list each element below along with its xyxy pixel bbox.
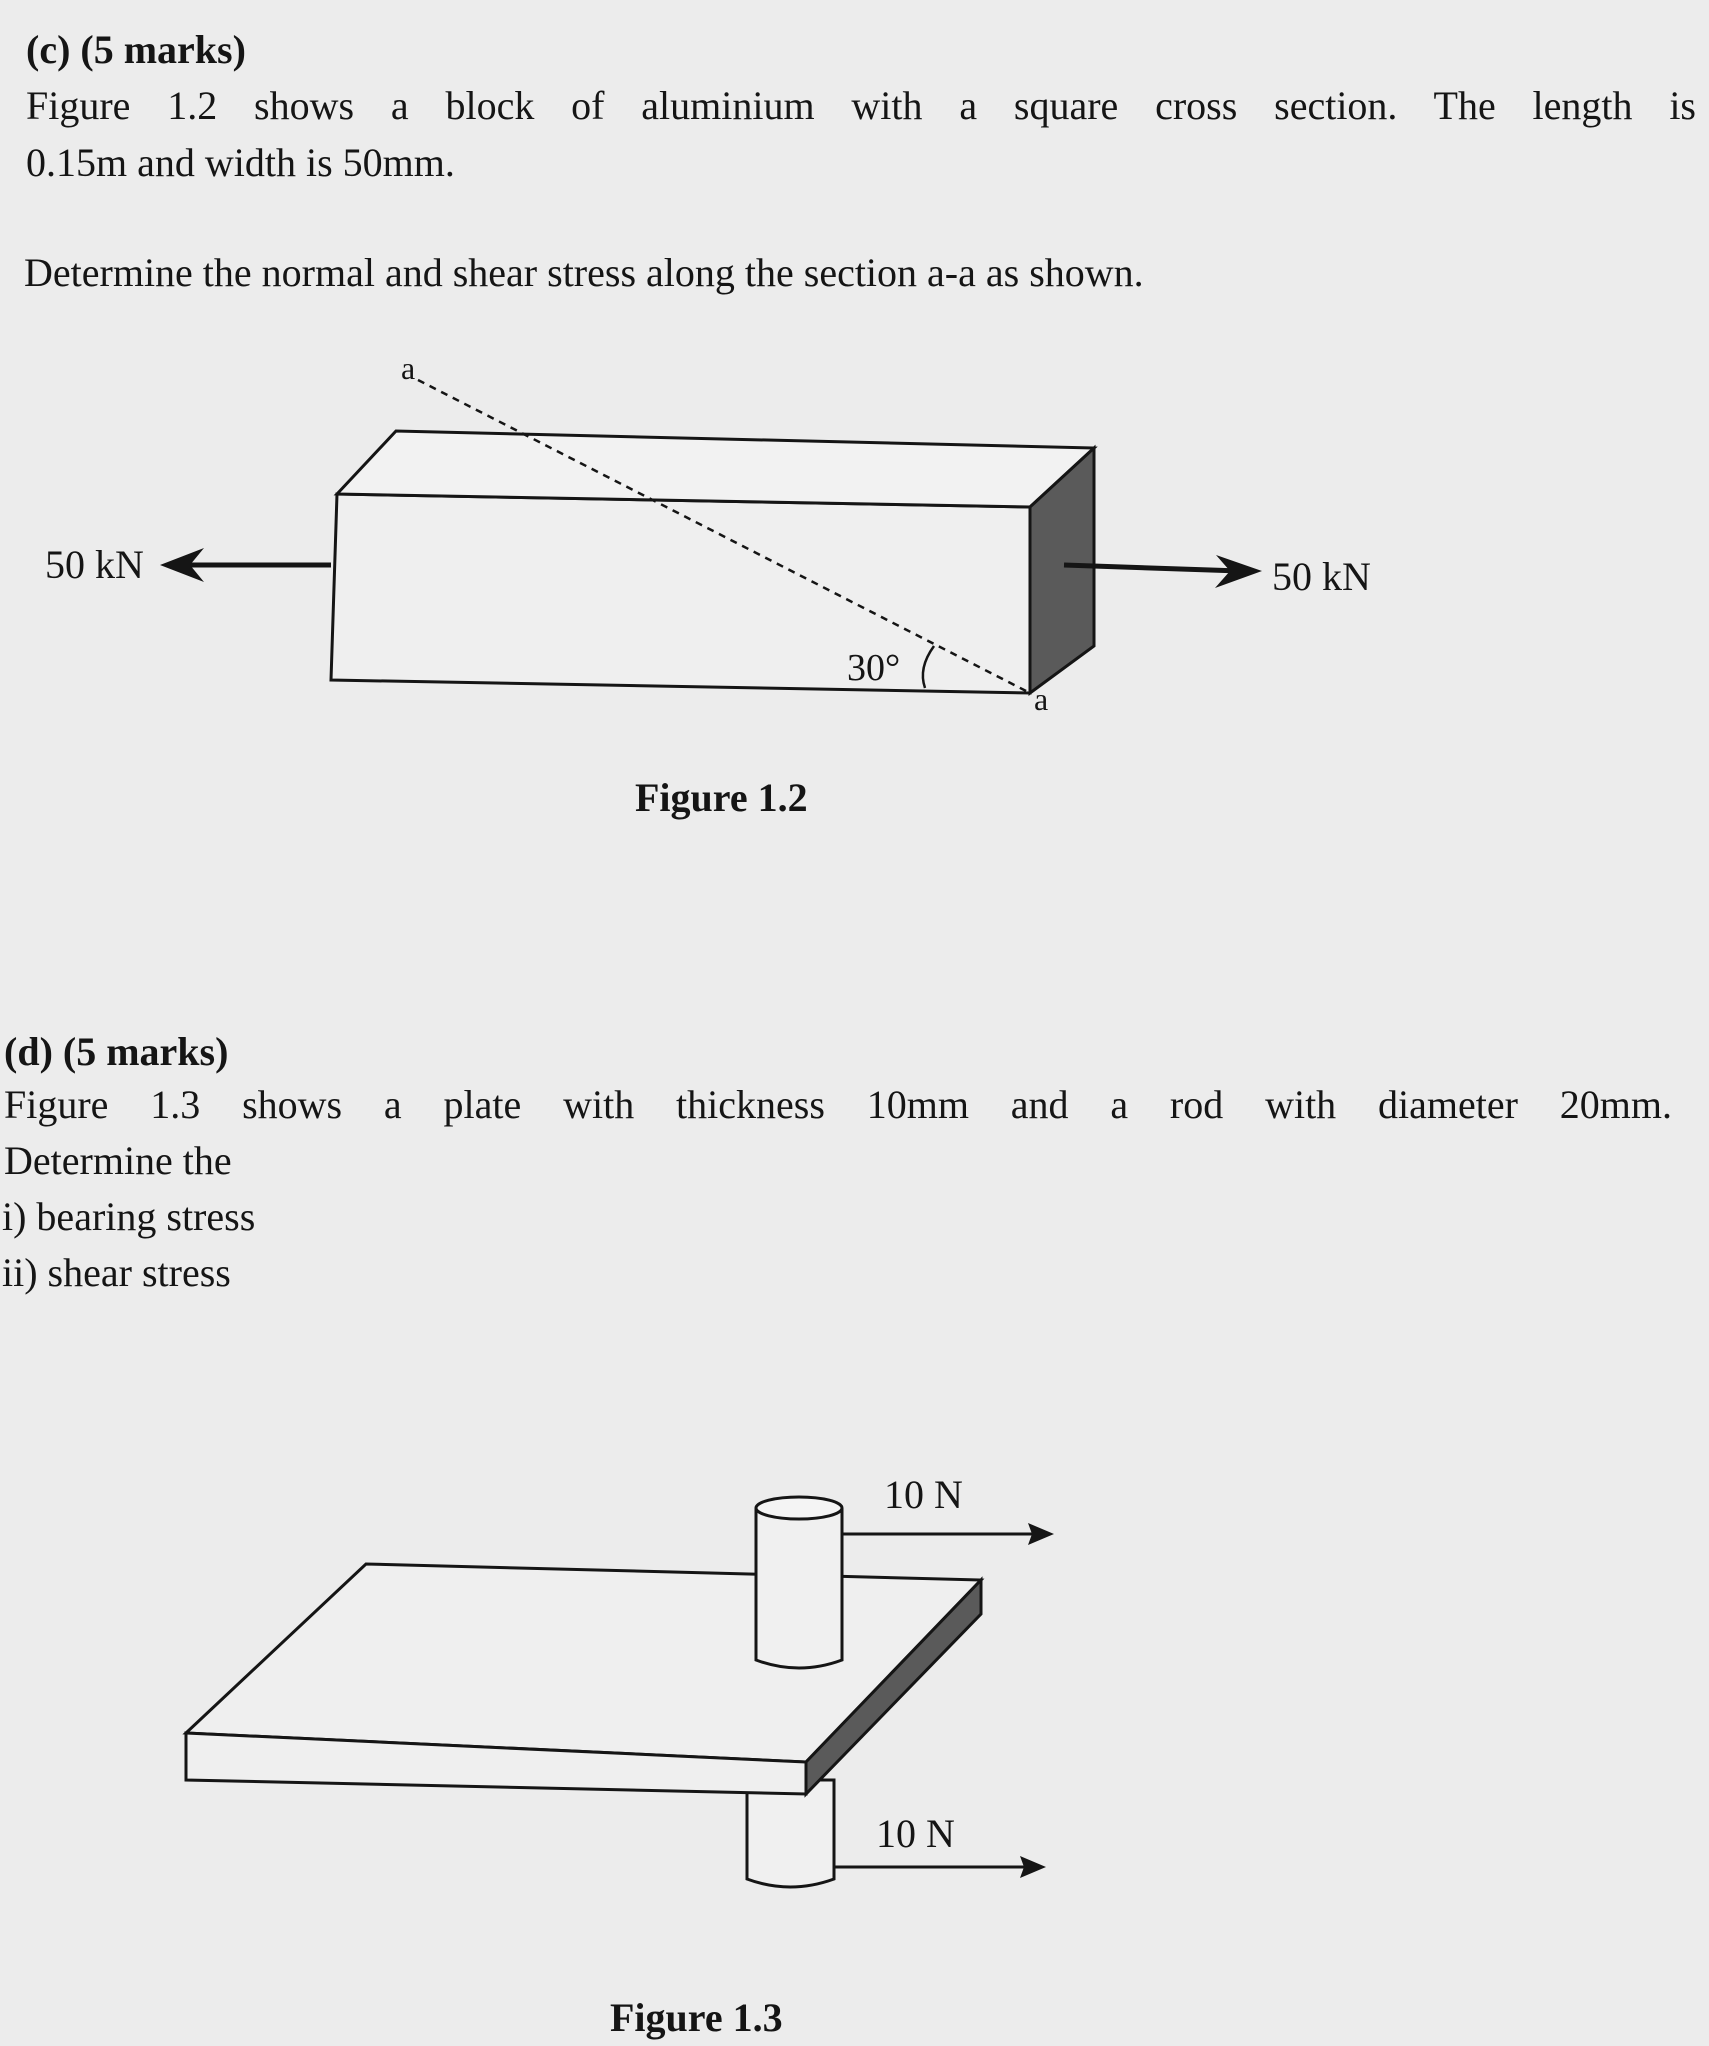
part-d-item-1: i) bearing stress: [2, 1194, 256, 1239]
force-right-label: 50 kN: [1272, 554, 1371, 599]
part-d-heading: (d) (5 marks): [4, 1029, 229, 1074]
force-left-label: 50 kN: [45, 542, 144, 587]
force-bottom-label: 10 N: [876, 1811, 955, 1856]
part-c-line-2: 0.15m and width is 50mm.: [26, 140, 455, 185]
part-d-line-1: Figure 1.3 shows a plate with thickness 10mm and a rod with diameter 20mm.: [4, 1082, 1672, 1127]
angle-label: 30°: [847, 647, 901, 689]
part-c-heading: (c) (5 marks): [26, 27, 246, 72]
part-c-line-1: Figure 1.2 shows a block of aluminium with a square cross section. The length is: [26, 83, 1696, 128]
part-d-item-2: ii) shear stress: [2, 1250, 231, 1295]
figure-1-3-caption: Figure 1.3: [610, 1995, 783, 2040]
part-c-line-3: Determine the normal and shear stress along the section a-a as shown.: [24, 250, 1144, 295]
figure-1-2-caption: Figure 1.2: [635, 775, 808, 820]
section-label-top: a: [401, 350, 416, 386]
part-d-line-2: Determine the: [4, 1138, 232, 1183]
lower-rod: [747, 1780, 834, 1887]
upper-rod-top: [756, 1497, 842, 1519]
upper-rod-body: [756, 1508, 842, 1668]
force-top-label: 10 N: [884, 1472, 963, 1517]
section-label-bottom: a: [1034, 681, 1049, 717]
